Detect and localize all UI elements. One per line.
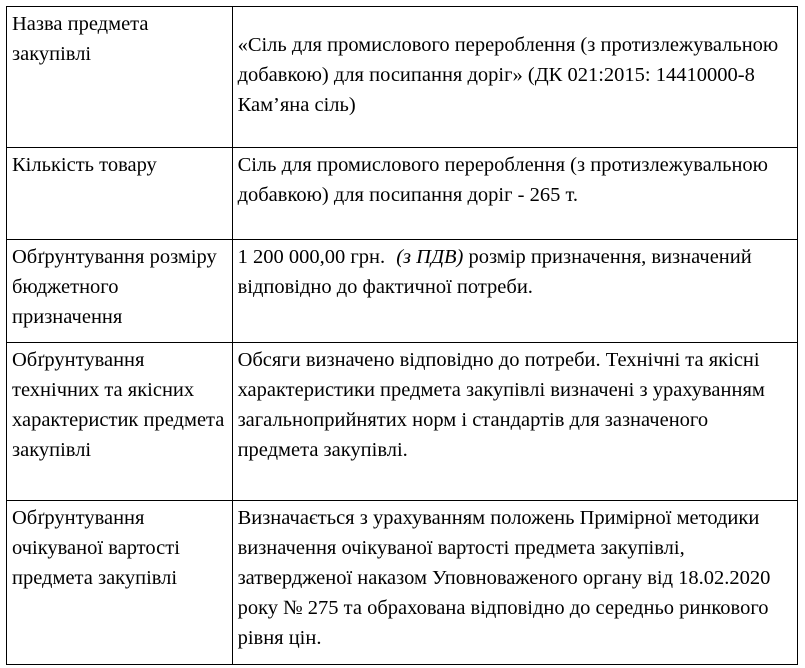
table-row <box>7 501 798 665</box>
procurement-document <box>6 6 798 665</box>
procurement-table <box>6 6 798 665</box>
row-label-technical: Обґрунтування технічних та якісних характеристик предмета закупівлі <box>7 343 233 501</box>
row-value-budget <box>232 240 797 343</box>
budget-vat-note: (з ПДВ) <box>396 246 464 268</box>
row-label-subject: Назва предмета закупівлі <box>7 7 233 148</box>
row-label-expected-cost: Обґрунтування очікуваної вартості предмета закупівлі <box>7 501 233 665</box>
row-value-subject: «Сіль для промислового перероблення (з протизлежувальною добавкою) для посипання доріг» (ДК 021:2015: 14410000-8 Кам’яна сіль) <box>232 7 797 148</box>
budget-description: розмір призначення, визначений відповідно до фактичної потреби. <box>237 246 752 298</box>
row-label-quantity: Кількість товару <box>7 148 233 240</box>
row-value-technical: Обсяги визначено відповідно до потреби. Технічні та якісні характеристики предмета закупівлі визначені з урахуванням загальноприйнятих норм і стандартів для зазначеного предмета закупівлі. <box>232 343 797 501</box>
row-value-quantity: Сіль для промислового перероблення (з протизлежувальною добавкою) для посипання доріг - 265 т. <box>232 148 797 240</box>
table-row <box>7 148 798 240</box>
table-row <box>7 343 798 501</box>
budget-amount: 1 200 000,00 грн. <box>237 246 386 268</box>
table-row <box>7 7 798 148</box>
row-value-expected-cost: Визначається з урахуванням положень Примірної методики визначення очікуваної вартості предмета закупівлі, затвердженої наказом Уповноваженого органу від 18.02.2020 року № 275 та обрахована відповідно до середньо ринкового рівня цін. <box>232 501 797 665</box>
row-label-budget: Обґрунтування розміру бюджетного призначення <box>7 240 233 343</box>
table-row <box>7 240 798 343</box>
